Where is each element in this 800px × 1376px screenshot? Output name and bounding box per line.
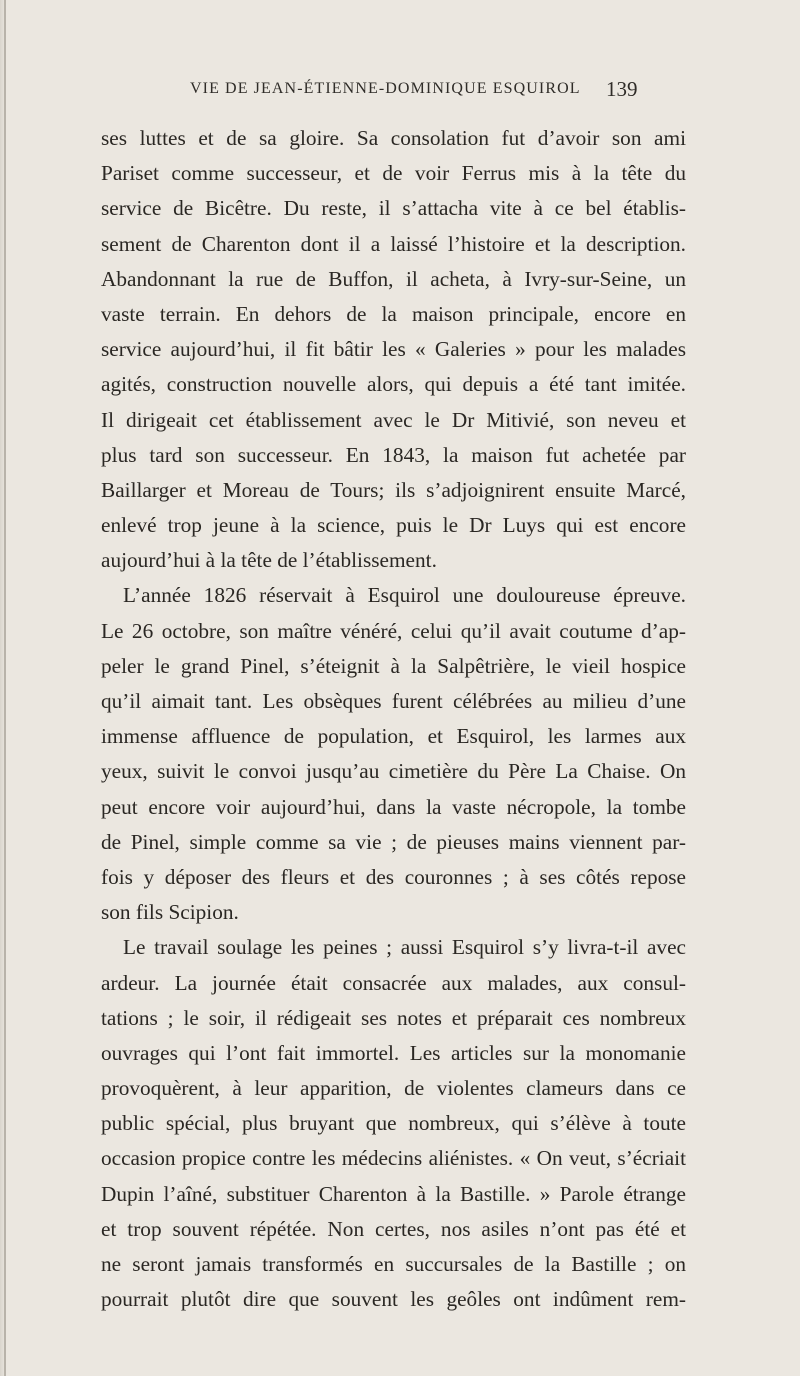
text-line: service de Bicêtre. Du reste, il s’attacha vite à ce bel établis- [101, 196, 686, 221]
text-line: enlevé trop jeune à la science, puis le Dr Luys qui est encore [101, 513, 686, 538]
text-line: immense affluence de population, et Esquirol, les larmes aux [101, 724, 686, 749]
text-line: Abandonnant la rue de Buffon, il acheta, à Ivry-sur-Seine, un [101, 266, 686, 291]
text-line: sement de Charenton dont il a laissé l’histoire et la description. [101, 231, 686, 256]
text-line: Le 26 octobre, son maître vénéré, celui qu’il avait coutume d’ap- [101, 618, 686, 643]
text-line: Dupin l’aîné, substituer Charenton à la Bastille. » Parole étrange [101, 1181, 686, 1206]
body-text [101, 121, 686, 1317]
text-line: Le travail soulage les peines ; aussi Esquirol s’y livra-t-il avec [123, 935, 686, 960]
text-line: yeux, suivit le convoi jusqu’au cimetière du Père La Chaise. On [101, 759, 686, 784]
text-line: Pariset comme successeur, et de voir Ferrus mis à la tête du [101, 161, 686, 186]
text-line: vaste terrain. En dehors de la maison principale, encore en [101, 301, 686, 326]
text-line: fois y déposer des fleurs et des couronnes ; à ses côtés repose [101, 864, 686, 889]
page-number: 139 [606, 77, 638, 101]
text-line: et trop souvent répétée. Non certes, nos asiles n’ont pas été et [101, 1216, 686, 1241]
text-line: qu’il aimait tant. Les obsèques furent célébrées au milieu d’une [101, 689, 686, 713]
text-line: peut encore voir aujourd’hui, dans la vaste nécropole, la tombe [101, 794, 686, 819]
text-line: public spécial, plus bruyant que nombreux, qui s’élève à toute [101, 1111, 686, 1136]
text-line: L’année 1826 réservait à Esquirol une douloureuse épreuve. [123, 583, 686, 608]
text-line: occasion propice contre les médecins aliénistes. « On veut, s’écriait [101, 1146, 686, 1171]
text-line: provoquèrent, à leur apparition, de violentes clameurs dans ce [101, 1076, 686, 1101]
text-line: ouvrages qui l’ont fait immortel. Les articles sur la monomanie [101, 1040, 686, 1065]
running-head [0, 77, 800, 110]
text-line: ardeur. La journée était consacrée aux malades, aux consul- [101, 970, 686, 995]
text-line: Il dirigeait cet établissement avec le Dr Mitivié, son neveu et [101, 407, 686, 432]
text-line: pourrait plutôt dire que souvent les geôles ont indûment rem- [101, 1287, 686, 1312]
running-head-title: VIE DE JEAN-ÉTIENNE-DOMINIQUE ESQUIROL [190, 80, 581, 97]
text-line: ses luttes et de sa gloire. Sa consolation fut d’avoir son ami [101, 126, 686, 150]
text-line: agités, construction nouvelle alors, qui depuis a été tant imitée. [101, 372, 686, 397]
text-line: son fils Scipion. [101, 900, 239, 925]
text-line: ne seront jamais transformés en succursales de la Bastille ; on [101, 1252, 686, 1276]
text-line: service aujourd’hui, il fit bâtir les « Galeries » pour les malades [101, 337, 686, 362]
binding-gutter [4, 0, 6, 1376]
text-line: tations ; le soir, il rédigeait ses notes et préparait ces nombreux [101, 1005, 686, 1030]
text-line: aujourd’hui à la tête de l’établissement. [101, 548, 437, 573]
text-line: de Pinel, simple comme sa vie ; de pieuses mains viennent par- [101, 829, 686, 854]
text-line: peler le grand Pinel, s’éteignit à la Salpêtrière, le vieil hospice [101, 653, 686, 678]
text-line: plus tard son successeur. En 1843, la maison fut achetée par [101, 442, 686, 467]
text-line: Baillarger et Moreau de Tours; ils s’adjoignirent ensuite Marcé, [101, 477, 686, 502]
